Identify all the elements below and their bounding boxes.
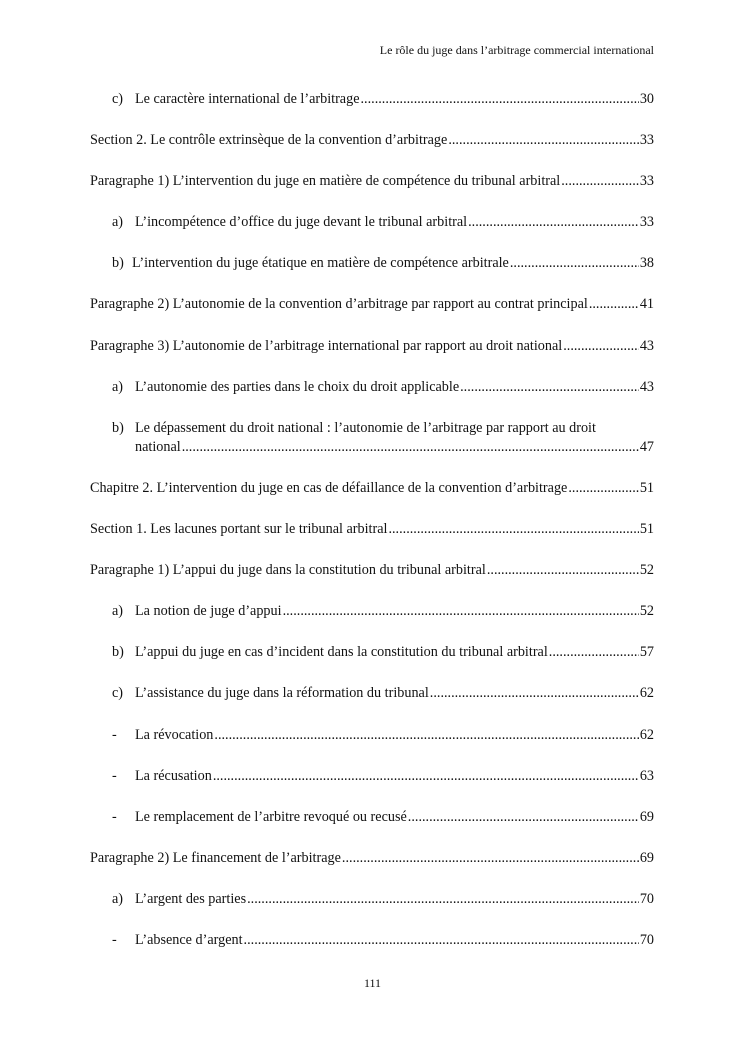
toc-marker: b) xyxy=(112,644,124,660)
toc-entry[interactable] xyxy=(90,849,654,867)
toc-entry-title: Paragraphe 2) L’autonomie de la convention d’arbitrage par rapport au contrat principal xyxy=(90,296,588,312)
toc-entry-title: L’absence d’argent xyxy=(135,932,243,948)
running-header: Le rôle du juge dans l’arbitrage commercial international xyxy=(379,43,654,57)
toc-entry[interactable] xyxy=(112,643,654,661)
dot-leader xyxy=(182,438,639,456)
toc-marker: c) xyxy=(112,91,124,107)
toc-entry-title: L’argent des parties xyxy=(135,891,247,907)
toc-page-number: 43 xyxy=(639,338,654,354)
toc-page-number: 33 xyxy=(639,132,654,148)
toc-entry[interactable] xyxy=(112,378,654,396)
toc-entry-title: La révocation xyxy=(135,727,214,743)
toc-page-number: 70 xyxy=(639,932,654,948)
toc-entry[interactable] xyxy=(112,726,654,744)
toc-entry[interactable] xyxy=(112,767,654,785)
toc-entry-title: L’appui du juge en cas d’incident dans la constitution du tribunal arbitral xyxy=(135,644,548,660)
toc-entry-first-line[interactable] xyxy=(112,419,654,437)
dot-leader xyxy=(408,808,639,826)
toc-entry[interactable] xyxy=(112,808,654,826)
toc-entry-title: Paragraphe 1) L’appui du juge dans la constitution du tribunal arbitral xyxy=(90,562,486,578)
toc-page-number: 69 xyxy=(639,809,654,825)
toc-entry-title: Le dépassement du droit national : l’autonomie de l’arbitrage par rapport au droit xyxy=(135,420,596,436)
toc-marker: - xyxy=(112,809,117,825)
toc-entry-title: Chapitre 2. L’intervention du juge en cas de défaillance de la convention d’arbitrage xyxy=(90,480,568,496)
dot-leader xyxy=(214,726,638,744)
dot-leader xyxy=(361,90,639,108)
toc-entry[interactable] xyxy=(112,890,654,908)
toc-entry-title: Paragraphe 1) L’intervention du juge en matière de compétence du tribunal arbitral xyxy=(90,173,561,189)
toc-entry-title: Paragraphe 2) Le financement de l’arbitrage xyxy=(90,850,341,866)
toc-entry-title: Paragraphe 3) L’autonomie de l’arbitrage international par rapport au droit national xyxy=(90,338,563,354)
toc-page-number: 52 xyxy=(639,562,654,578)
toc-entry-title: La récusation xyxy=(135,768,212,784)
toc-marker: - xyxy=(112,768,117,784)
toc-entry-title: L’autonomie des parties dans le choix du droit applicable xyxy=(135,379,460,395)
toc-entry-title: Section 1. Les lacunes portant sur le tribunal arbitral xyxy=(90,521,388,537)
toc-entry[interactable] xyxy=(112,90,654,108)
toc-page-number: 57 xyxy=(639,644,654,660)
toc-page-number: 33 xyxy=(639,173,654,189)
toc-entry[interactable] xyxy=(90,520,654,538)
toc-entry-title: L’intervention du juge étatique en matière de compétence arbitrale xyxy=(132,255,509,271)
toc-page-number: 38 xyxy=(639,255,654,271)
toc-entry[interactable] xyxy=(112,684,654,702)
dot-leader xyxy=(549,643,639,661)
toc-entry-title: Le caractère international de l’arbitrage xyxy=(135,91,360,107)
dot-leader xyxy=(213,767,639,785)
toc-page-number: 30 xyxy=(639,91,654,107)
dot-leader xyxy=(283,602,639,620)
dot-leader xyxy=(430,684,639,702)
toc-page-number: 51 xyxy=(639,521,654,537)
toc-entry[interactable] xyxy=(112,254,654,272)
toc-marker: c) xyxy=(112,685,124,701)
toc-entry-title: L’assistance du juge dans la réformation du tribunal xyxy=(135,685,429,701)
toc-marker: b) xyxy=(112,255,124,271)
toc-entry[interactable] xyxy=(112,213,654,231)
dot-leader xyxy=(563,337,639,355)
toc-entry-title: Section 2. Le contrôle extrinsèque de la convention d’arbitrage xyxy=(90,132,448,148)
dot-leader xyxy=(247,890,639,908)
dot-leader xyxy=(342,849,639,867)
toc-page-number: 69 xyxy=(639,850,654,866)
dot-leader xyxy=(487,561,639,579)
dot-leader xyxy=(510,254,639,272)
toc-entry[interactable] xyxy=(90,479,654,497)
dot-leader xyxy=(244,931,639,949)
dot-leader xyxy=(561,172,639,190)
toc-marker: a) xyxy=(112,214,124,230)
dot-leader xyxy=(589,295,639,313)
toc-page-number: 52 xyxy=(639,603,654,619)
toc-page-number: 33 xyxy=(639,214,654,230)
dot-leader xyxy=(460,378,639,396)
toc-entry[interactable] xyxy=(112,602,654,620)
toc-entry[interactable] xyxy=(90,295,654,313)
dot-leader xyxy=(468,213,639,231)
toc-page-number: 41 xyxy=(639,296,654,312)
toc-entry-continuation[interactable] xyxy=(135,438,654,456)
toc-marker: a) xyxy=(112,379,124,395)
toc-marker: a) xyxy=(112,603,124,619)
toc-entry-title: L’incompétence d’office du juge devant le tribunal arbitral xyxy=(135,214,468,230)
toc-entry[interactable] xyxy=(112,931,654,949)
toc-entry-title: Le remplacement de l’arbitre revoqué ou recusé xyxy=(135,809,407,825)
toc-page-number: 47 xyxy=(639,439,654,455)
toc-marker: b) xyxy=(112,420,124,436)
dot-leader xyxy=(568,479,638,497)
toc-marker: - xyxy=(112,932,117,948)
page-number: 111 xyxy=(363,976,382,990)
toc-page-number: 51 xyxy=(639,480,654,496)
toc-page-number: 62 xyxy=(639,685,654,701)
toc-page-number: 43 xyxy=(639,379,654,395)
toc-marker: - xyxy=(112,727,117,743)
toc-page-number: 70 xyxy=(639,891,654,907)
toc-page-number: 63 xyxy=(639,768,654,784)
toc-entry[interactable] xyxy=(90,172,654,190)
toc-entry[interactable] xyxy=(90,561,654,579)
toc-entry-title: La notion de juge d’appui xyxy=(135,603,282,619)
dot-leader xyxy=(448,131,638,149)
toc-marker: a) xyxy=(112,891,124,907)
toc-entry-title-continuation: national xyxy=(135,439,181,455)
dot-leader xyxy=(388,520,638,538)
toc-entry[interactable] xyxy=(90,337,654,355)
toc-page-number: 62 xyxy=(639,727,654,743)
toc-entry[interactable] xyxy=(90,131,654,149)
